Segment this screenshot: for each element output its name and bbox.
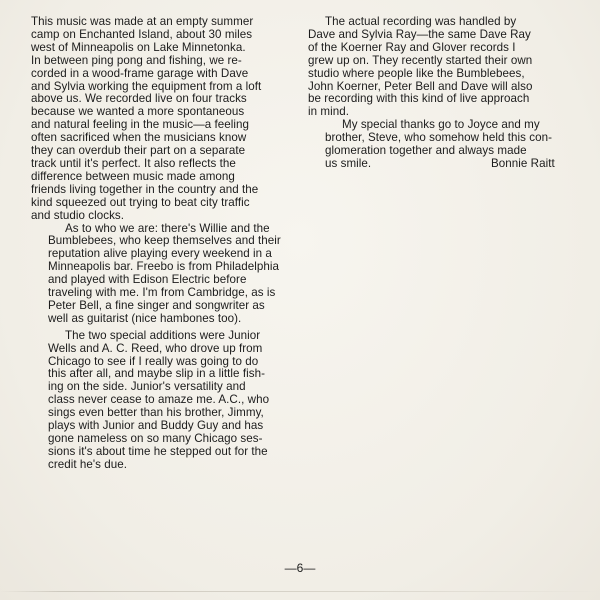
text-line: camp on Enchanted Island, about 30 miles [31,27,253,41]
text-line: ing on the side. Junior's versatility and [48,380,246,394]
text-line: In between ping pong and fishing, we re- [31,53,242,67]
text-line: This music was made at an empty summer [31,15,254,28]
text-line: class never cease to amaze me. A.C., who [48,393,270,407]
text-line: and Sylvia working the equipment from a loft [31,79,262,93]
paragraph-camp [31,16,293,223]
text-line: The two special additions were Junior [65,328,261,342]
text-line: gone nameless on so many Chicago ses- [48,432,263,445]
text-line-with-signature [308,158,570,171]
text-line: My special thanks go to Joyce and my [342,118,540,132]
text-line: reputation alive playing every weekend in a [48,247,272,261]
paragraph-recording [308,16,570,119]
page-edge-divider [0,591,600,592]
paragraph-thanks [308,119,570,171]
right-column [308,16,570,171]
text-line: As to who we are: there's Willie and the [65,221,270,235]
text-line: track until it's perfect. It also reflects the [31,156,236,170]
text-line: difference between music made among [31,169,235,183]
text-line: grew up on. They recently started their own [308,53,533,67]
text-line: plays with Junior and Buddy Guy and has [48,419,264,433]
text-line: friends living together in the country and the [31,182,259,196]
text-line: be recording with this kind of live approach [308,92,530,106]
text-line: Minneapolis bar. Freebo is from Philadelphia [48,260,279,274]
text-line: because we wanted a more spontaneous [31,105,245,119]
text-line: west of Minneapolis on Lake Minnetonka. [31,40,246,54]
text-line: sions it's about time he stepped out for the [48,444,268,458]
text-line: Dave and Sylvia Ray—the same Dave Ray [308,27,531,41]
text-line: Wells and A. C. Reed, who drove up from [48,341,263,355]
text-line: credit he's due. [48,457,128,471]
text-line: glomeration together and always made [325,144,527,158]
text-line: often sacrificed when the musicians know [31,131,247,145]
text-line: of the Koerner Ray and Glover records I [308,40,516,54]
text-line: Peter Bell, a fine singer and songwriter as [48,298,265,312]
text-line: this after all, and maybe slip in a little fish- [48,367,265,381]
text-line: kind squeezed out trying to beat city traffic [31,195,250,209]
text-line: well as guitarist (nice hambones too). [48,311,242,325]
text-line: us smile. [325,156,372,170]
text-line: sings even better than his brother, Jimmy, [48,406,264,420]
text-line: The actual recording was handled by [325,15,517,28]
text-line: and natural feeling in the music—a feeling [31,118,250,132]
paragraph-who-we-are [31,223,293,326]
text-line: corded in a wood-frame garage with Dave [31,66,249,80]
page-number: —6— [284,561,316,575]
text-line: studio where people like the Bumblebees, [308,66,525,80]
left-column [31,16,293,472]
text-line: brother, Steve, who somehow held this con- [325,131,553,145]
text-line: Chicago to see if I really was going to do [48,354,259,368]
paragraph-special-additions [31,330,293,472]
text-line: traveling with me. I'm from Cambridge, as is [48,286,276,300]
text-line: Bumblebees, who keep themselves and their [48,234,281,248]
text-line: they can overdub their part on a separate [31,144,246,158]
text-line: and studio clocks. [31,208,125,222]
text-line: John Koerner, Peter Bell and Dave will also [308,79,533,93]
text-line: and played with Edison Electric before [48,273,247,287]
text-line: above us. We recorded live on four tracks [31,92,247,106]
text-line: in mind. [308,105,349,119]
signature: Bonnie Raitt [491,156,555,170]
